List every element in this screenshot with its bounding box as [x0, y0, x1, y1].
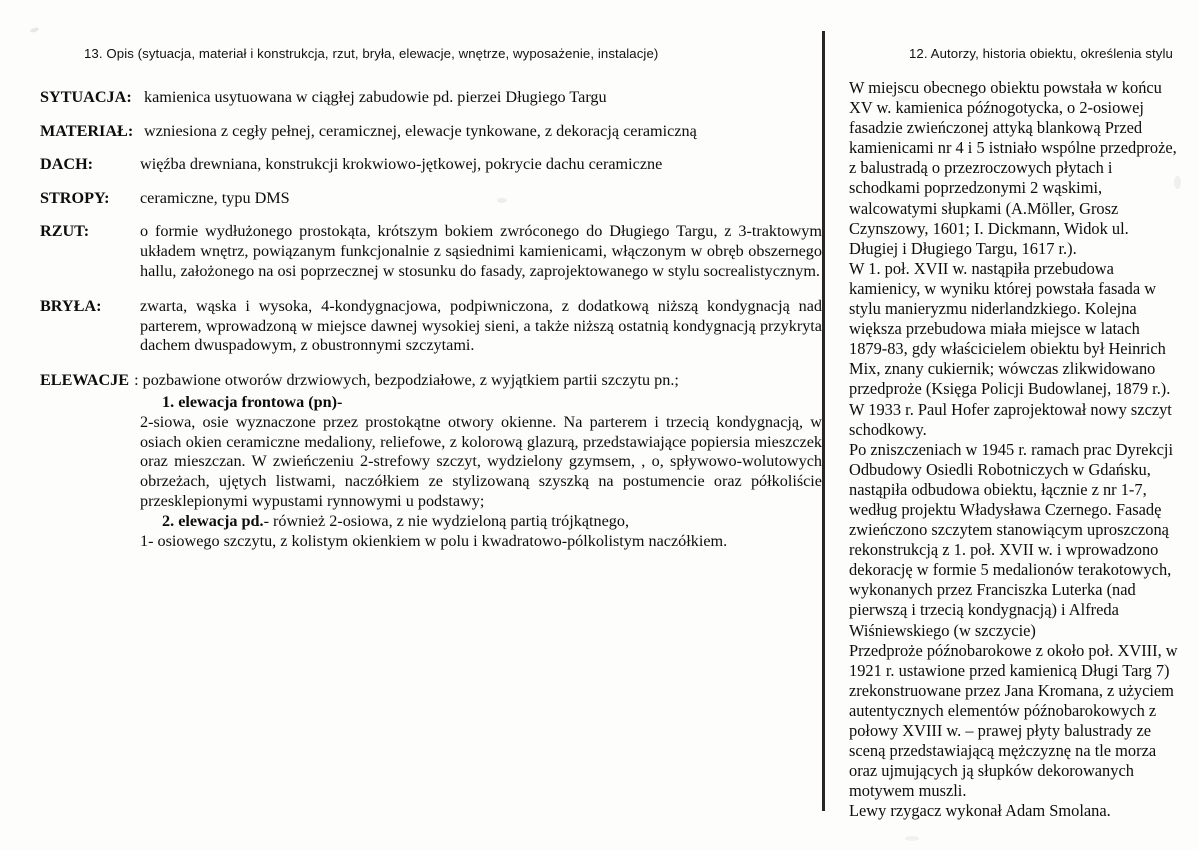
- entry-label-stropy: STROPY:: [40, 188, 110, 207]
- left-column-header: 13. Opis (sytuacja, materiał i konstrukcja, rzut, bryła, elewacje, wnętrze, wyposażenie, instalacje): [84, 46, 659, 61]
- entry-label-dach: DACH:: [40, 155, 94, 174]
- elewacja-pd-body: - również 2-osiowa, z nie wydzieloną partią trójkątnego,: [263, 512, 630, 531]
- entry-value-stropy: ceramiczne, typu DMS: [140, 188, 290, 207]
- entry-label-material: MATERIAŁ:: [40, 121, 134, 140]
- history-paragraph-1: W miejscu obecnego obiektu powstała w końcu XV w. kamienica późnogotycka, o 2-osiowej fasadzie zwieńczonej attyką blankową Przed kamienicami nr 4 i 5 istniało wspólne przedproże, z balustradą o przezroczowych płytach i schodkami poprzedzonymi 2 wąskimi, walcowatymi słupkami (A.Möller, Grosz Czynszowy, 1601; I. Dickmann, Widok ul. Długiej i Długiego Targu, 1617 r.).: [849, 78, 1177, 258]
- elewacja-pd-heading: 2. elewacja pd.: [162, 512, 264, 531]
- right-column: [825, 0, 1199, 851]
- history-paragraph-5: Lewy rzygacz wykonał Adam Smolana.: [849, 801, 1111, 821]
- elewacje-heading-line: [40, 371, 822, 391]
- elewacje-intro-text: : pozbawione otworów drzwiowych, bezpodziałowe, z wyjątkiem partii szczytu pn.;: [134, 370, 679, 389]
- left-column-body: [40, 88, 822, 551]
- elewacja-pd-tail: 1- osiowego szczytu, z kolistym okienkiem w polu i kwadratowo-pólkolistym naczółkiem.: [140, 531, 728, 550]
- entry-label-elewacje: ELEWACJE: [40, 370, 130, 389]
- elewacja-frontowa-heading: 1. elewacja frontowa (pn)-: [162, 392, 343, 411]
- entry-bryla: [40, 297, 822, 356]
- entry-stropy: [40, 189, 822, 209]
- right-column-header: 12. Autorzy, historia obiektu, określenia stylu: [909, 46, 1173, 61]
- entry-sytuacja: [40, 88, 822, 108]
- entry-value-material: wzniesiona z cegły pełnej, ceramicznej, elewacje tynkowane, z dekoracją ceramiczną: [144, 121, 697, 140]
- entry-label-sytuacja: SYTUACJA:: [40, 88, 132, 106]
- history-paragraph-2: [849, 259, 1179, 440]
- right-column-body: [849, 78, 1179, 821]
- entry-value-sytuacja: kamienica usytuowana w ciągłej zabudowie pd. pierzei Długiego Targu: [144, 88, 607, 106]
- elewacja-pd-line: [162, 512, 822, 532]
- entry-material: [40, 122, 822, 142]
- history-paragraph-2-text: W 1. poł. XVII w. nastąpiła przebudowa kamienicy, w wyniku której powstała fasada w stylu manieryzmu niderlandzkiego. Kolejna większa przebudowa miała miejsce w latach 1879-83, gdy właścicielem obiektu był Heinrich Mix, znany cukiernik; wówczas zlikwidowano przedproże (Księga Policji Budowlanej, 1879 r.). W 1933 r. Paul Hofer zaprojektował nowy szczyt schodkowy.: [849, 258, 1172, 439]
- entry-elewacje: [40, 371, 822, 551]
- elewacja-frontowa-body: 2-siowa, osie wyznaczone przez prostokątne otwory okienne. Na parterem i trzecią kondygnacją, w osiach okien ceramiczne medaliony, reliefowe, z kolorową glazurą, przedstawiające popiersia mieszczek oraz mieszczan. W zwieńczeniu 2-strefowy szczyt, wydzielony gzymsem, , o, spływowo-wolutowych obrzeżach, ujętych listwami, naczółkiem ze stylizowaną szyszką na postumencie oraz półkoliście przesklepionymi wypustami rynnowymi u podstawy;: [140, 413, 822, 510]
- entry-value-rzut: o formie wydłużonego prostokąta, krótszym bokiem zwróconego do Długiego Targu, z 3-traktowym układem wnętrz, powiązanym funkcjonalnie z sąsiednimi kamienicami, włączonym w obręb obszernego hallu, założonego na osi poprzecznej w stosunku do fasady, zaprojektowanego w stylu socrealistycznym.: [140, 222, 822, 280]
- entry-value-bryla: zwarta, wąska i wysoka, 4-kondygnacjowa, podpiwniczona, z dodatkową niższą kondygnacją nad parterem, wprowadzoną w miejsce dawnej wysokiej sieni, a także niższą ostatnią kondygnacją przykryta dachem dwuspadowym, z obustronnymi szczytami.: [140, 297, 822, 355]
- history-paragraph-4: Przedproże późnobarokowe z około poł. XVIII, w 1921 r. ustawione przed kamienicą Długi Targ 7) zrekonstruowane przez Jana Kromana, z użyciem autentycznych elementów późnobarokowych z połowy XVIII w. – prawej płyty balustrady ze sceną przedstawiającą mężczyznę na tle morza oraz ujmujących ją słupków dekorowanych motywem muszli.: [849, 640, 1178, 801]
- entry-value-dach: więźba drewniana, konstrukcji krokwiowo-jętkowej, pokrycie dachu ceramiczne: [140, 155, 663, 174]
- entry-label-bryla: BRYŁA:: [40, 297, 102, 316]
- history-paragraph-3: Po zniszczeniach w 1945 r. ramach prac Dyrekcji Odbudowy Osiedli Robotniczych w Gdańsku, nastąpiła odbudowa obiektu, łącznie z nr 1-7, według projektu Władysława Czernego. Fasadę zwieńczono szczytem stanowiącym uproszczoną rekonstrukcją z 1. poł. XVII w. i wprowadzono dekorację w formie 5 medalionów terakotowych, wykonanych przez Franciszka Luterka (nad pierwszą i trzecią kondygnacją) i Alfreda Wiśniewskiego (w szczycie): [849, 439, 1174, 640]
- entry-dach: [40, 155, 822, 175]
- entry-rzut: [40, 222, 822, 281]
- entry-label-rzut: RZUT:: [40, 222, 90, 241]
